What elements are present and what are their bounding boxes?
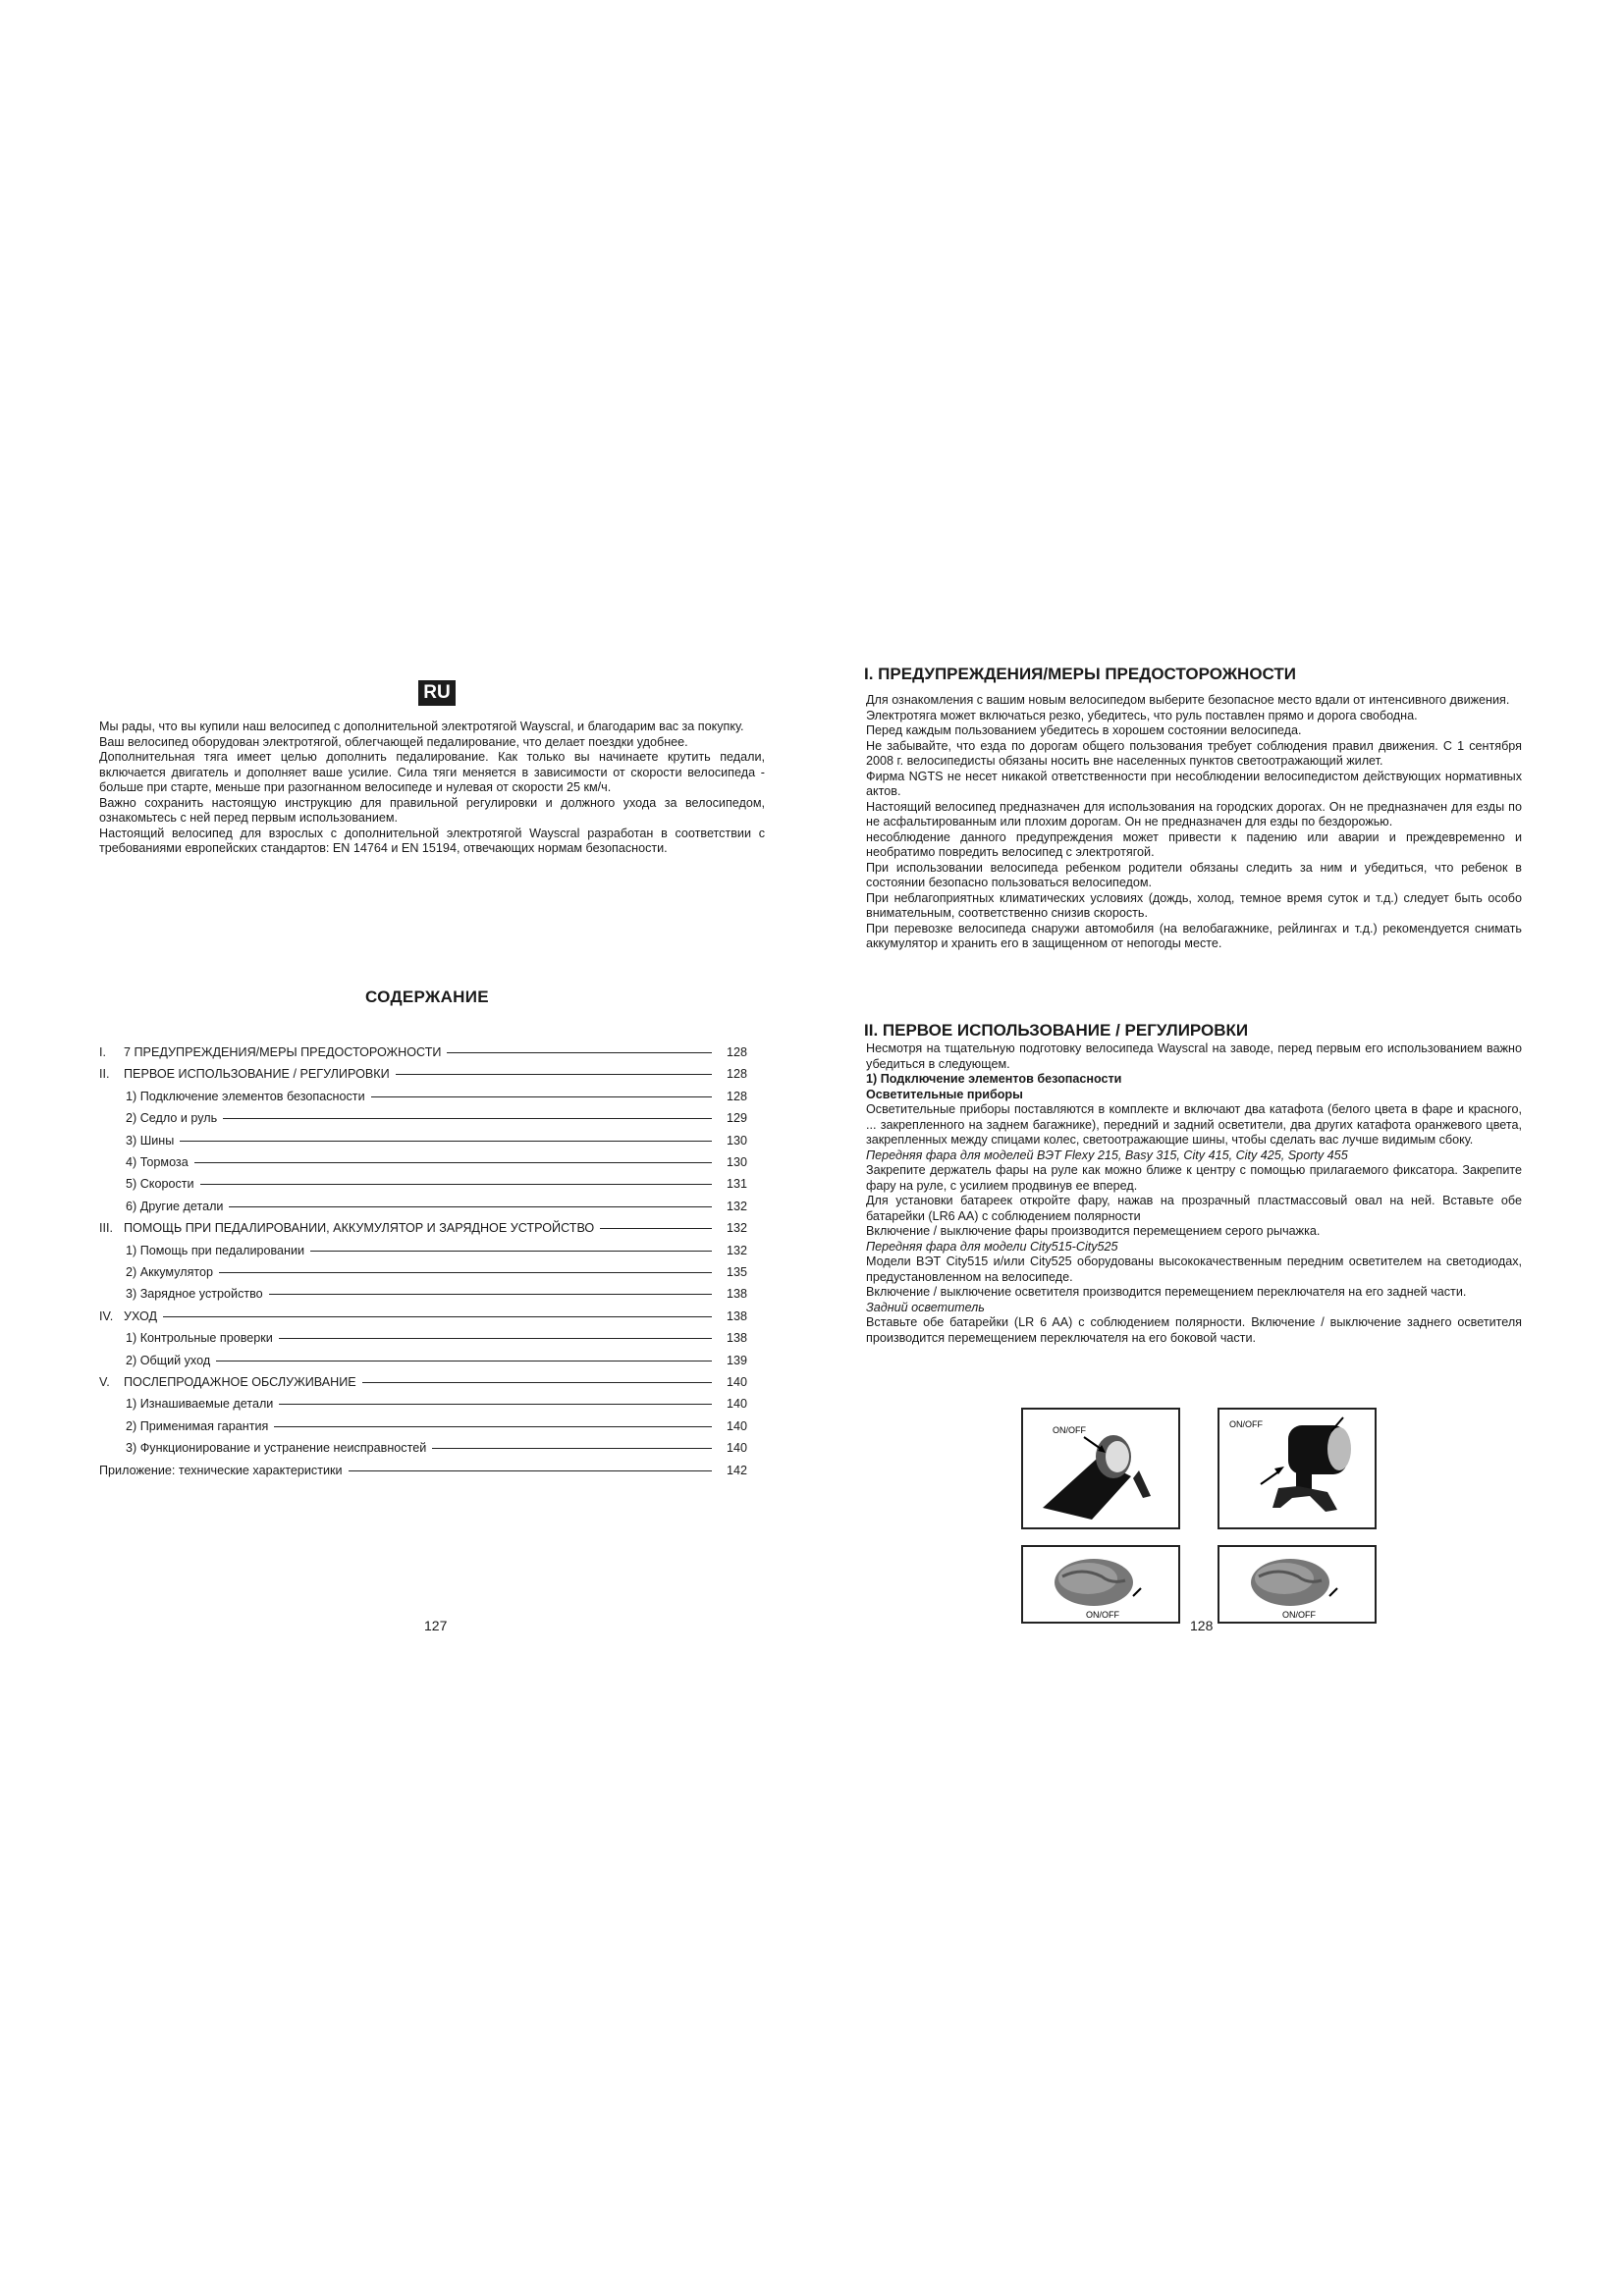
toc-leader-line bbox=[279, 1338, 712, 1339]
toc-entry-title: 3) Шины bbox=[126, 1133, 175, 1148]
toc-entry-title: 5) Скорости bbox=[126, 1177, 194, 1192]
city-light-text: Модели ВЭТ City515 и/или City525 оборудованы высококачественным передним осветителем на светодиодах, предустановленном на велосипеде. bbox=[866, 1255, 1522, 1284]
section1-paragraph: Перед каждым пользованием убедитесь в хорошем состоянии велосипеда. bbox=[866, 723, 1302, 737]
section2-title: II. ПЕРВОЕ ИСПОЛЬЗОВАНИЕ / РЕГУЛИРОВКИ bbox=[864, 1021, 1249, 1040]
toc-entry-page: 130 bbox=[726, 1155, 747, 1169]
lighting-heading: Осветительные приборы bbox=[866, 1087, 1023, 1101]
toc-entry bbox=[99, 1199, 747, 1214]
intro-paragraph: Настоящий велосипед для взрослых с дополнительной электротягой Wayscral разработан в соответствии с требованиями европейских стандартов: EN 14764 и EN 15194, отвечающих нормам безопасности. bbox=[99, 826, 765, 855]
toc-entry-page: 138 bbox=[726, 1308, 747, 1323]
section1-paragraph: Для ознакомления с вашим новым велосипедом выберите безопасное место вдали от интенсивного движения. bbox=[866, 693, 1510, 707]
on-off-label: ON/OFF bbox=[1053, 1425, 1086, 1435]
rear-light-photo-2 bbox=[1218, 1545, 1377, 1624]
toc-entry-page: 138 bbox=[726, 1287, 747, 1302]
toc-entry-number: IV. bbox=[99, 1308, 114, 1323]
toc-leader-line bbox=[600, 1228, 712, 1229]
front-light-text: Включение / выключение фары производится перемещением серого рычажка. bbox=[866, 1224, 1321, 1238]
toc-entry-page: 132 bbox=[726, 1199, 747, 1213]
toc-entry-title: 6) Другие детали bbox=[126, 1199, 224, 1213]
intro-text bbox=[99, 720, 765, 857]
toc-leader-line bbox=[223, 1118, 712, 1119]
toc-entry-title: ПЕРВОЕ ИСПОЛЬЗОВАНИЕ / РЕГУЛИРОВКИ bbox=[124, 1067, 390, 1082]
table-of-contents bbox=[99, 1044, 747, 1476]
toc-entry bbox=[99, 1396, 747, 1412]
toc-leader-line bbox=[269, 1294, 712, 1295]
toc-leader-line bbox=[216, 1361, 712, 1362]
section1-paragraph: несоблюдение данного предупреждения может привести к падению или аварии и преждевременно и необратимо повредить велосипед с электротягой. bbox=[866, 829, 1522, 859]
rear-light-text: Вставьте обе батарейки (LR 6 AA) с соблюдением полярности. Включение / выключение заднего осветителя производится перемещением переключателя на его боковой части. bbox=[866, 1315, 1522, 1345]
toc-entry bbox=[99, 1176, 747, 1192]
toc-entry-title: УХОД bbox=[124, 1308, 158, 1323]
toc-entry-page: 140 bbox=[726, 1418, 747, 1433]
toc-entry-page: 128 bbox=[726, 1045, 747, 1059]
toc-entry-page: 132 bbox=[726, 1243, 747, 1257]
section1-paragraph: При использовании велосипеда ребенком родители обязаны следить за ним и убедиться, что ребенок в состоянии безопасно пользоваться велосипедом. bbox=[866, 860, 1522, 889]
toc-entry-title: ПОСЛЕПРОДАЖНОЕ ОБСЛУЖИВАНИЕ bbox=[124, 1375, 356, 1389]
toc-entry-page: 129 bbox=[726, 1111, 747, 1126]
toc-entry bbox=[99, 1353, 747, 1368]
toc-entry bbox=[99, 1286, 747, 1302]
section1-paragraph: Настоящий велосипед предназначен для использования на городских дорогах. Он не предназначен для езды по не асфальтированным или плохим дорогам. Он не предназначен для езды по бездорожью. bbox=[866, 799, 1522, 828]
toc-leader-line bbox=[371, 1096, 712, 1097]
toc-entry-title: 1) Подключение элементов безопасности bbox=[126, 1089, 365, 1103]
toc-leader-line bbox=[396, 1074, 712, 1075]
toc-entry-title: 2) Применимая гарантия bbox=[126, 1418, 269, 1433]
section2-intro: Несмотря на тщательную подготовку велосипеда Wayscral на заводе, перед первым его использованием важно убедиться в следующем. bbox=[866, 1041, 1522, 1071]
toc-entry-page: 140 bbox=[726, 1441, 747, 1456]
language-badge: RU bbox=[418, 680, 456, 706]
toc-leader-line bbox=[200, 1184, 712, 1185]
toc-entry bbox=[99, 1463, 747, 1478]
subsection-title: 1) Подключение элементов безопасности bbox=[866, 1072, 1122, 1086]
front-light-photo bbox=[1021, 1408, 1180, 1529]
section2-text bbox=[866, 1041, 1522, 1346]
toc-leader-line bbox=[163, 1316, 712, 1317]
rear-light-title: Задний осветитель bbox=[866, 1300, 985, 1314]
toc-entry-title: 7 ПРЕДУПРЕЖДЕНИЯ/МЕРЫ ПРЕДОСТОРОЖНОСТИ bbox=[124, 1045, 442, 1059]
toc-entry-page: 140 bbox=[726, 1375, 747, 1389]
toc-entry bbox=[99, 1220, 747, 1236]
toc-entry bbox=[99, 1044, 747, 1060]
toc-entry-page: 128 bbox=[726, 1067, 747, 1082]
toc-leader-line bbox=[219, 1272, 712, 1273]
intro-paragraph: Важно сохранить настоящую инструкцию для правильной регулировки и должного ухода за велосипедом, ознакомьтесь с ней перед первым использованием. bbox=[99, 795, 765, 825]
toc-entry-title: 1) Помощь при педалировании bbox=[126, 1243, 305, 1257]
on-off-label: ON/OFF bbox=[1282, 1610, 1316, 1620]
toc-entry-page: 128 bbox=[726, 1089, 747, 1103]
toc-entry-title: ПОМОЩЬ ПРИ ПЕДАЛИРОВАНИИ, АККУМУЛЯТОР И ЗАРЯДНОЕ УСТРОЙСТВО bbox=[124, 1221, 595, 1236]
city-light-title: Передняя фара для модели City515-City525 bbox=[866, 1239, 1118, 1254]
toc-leader-line bbox=[349, 1470, 712, 1471]
toc-entry-title: 2) Общий уход bbox=[126, 1353, 211, 1367]
toc-entry-title: Приложение: технические характеристики bbox=[99, 1463, 343, 1477]
toc-entry-page: 131 bbox=[726, 1177, 747, 1192]
toc-entry-title: 3) Зарядное устройство bbox=[126, 1287, 263, 1302]
toc-leader-line bbox=[362, 1382, 712, 1383]
section1-text bbox=[866, 693, 1522, 952]
toc-entry-title: 2) Аккумулятор bbox=[126, 1265, 214, 1279]
intro-paragraph: Ваш велосипед оборудован электротягой, облегчающей педалирование, что делает поездки удобнее. bbox=[99, 734, 688, 749]
front-light-text: Для установки батареек откройте фару, нажав на прозрачный пластмассовый овал на ней. Вставьте обе батарейки (LR6 AA) с соблюдением полярности bbox=[866, 1194, 1522, 1223]
toc-title: СОДЕРЖАНИЕ bbox=[365, 988, 489, 1006]
section1-paragraph: Не забывайте, что езда по дорогам общего пользования требует соблюдения правил движения. С 1 сентября 2008 г. велосипедисты обязаны носить вне населенных пунктов светоотражающий жилет. bbox=[866, 738, 1522, 768]
toc-entry bbox=[99, 1133, 747, 1148]
toc-entry-title: 1) Контрольные проверки bbox=[126, 1331, 273, 1346]
toc-entry bbox=[99, 1418, 747, 1434]
toc-entry-page: 138 bbox=[726, 1331, 747, 1346]
toc-entry-number: V. bbox=[99, 1375, 110, 1389]
toc-leader-line bbox=[310, 1251, 712, 1252]
toc-entry-page: 135 bbox=[726, 1265, 747, 1279]
toc-entry-page: 142 bbox=[726, 1463, 747, 1477]
toc-entry-number: I. bbox=[99, 1045, 106, 1059]
page-number-left: 127 bbox=[424, 1618, 448, 1633]
on-off-label: ON/OFF bbox=[1229, 1419, 1263, 1429]
toc-entry bbox=[99, 1308, 747, 1324]
rear-light-photo-1 bbox=[1021, 1545, 1180, 1624]
section1-paragraph: Электротяга может включаться резко, убедитесь, что руль поставлен прямо и дорога свободна. bbox=[866, 708, 1418, 722]
toc-entry bbox=[99, 1089, 747, 1104]
toc-entry bbox=[99, 1110, 747, 1126]
toc-entry-number: II. bbox=[99, 1067, 110, 1082]
on-off-label: ON/OFF bbox=[1086, 1610, 1119, 1620]
toc-leader-line bbox=[432, 1448, 712, 1449]
section1-title: I. ПРЕДУПРЕЖДЕНИЯ/МЕРЫ ПРЕДОСТОРОЖНОСТИ bbox=[864, 665, 1297, 683]
toc-entry-title: 1) Изнашиваемые детали bbox=[126, 1397, 274, 1412]
toc-leader-line bbox=[447, 1052, 712, 1053]
toc-entry-page: 139 bbox=[726, 1353, 747, 1367]
toc-leader-line bbox=[229, 1206, 712, 1207]
toc-entry bbox=[99, 1374, 747, 1390]
toc-leader-line bbox=[194, 1162, 712, 1163]
toc-leader-line bbox=[274, 1426, 712, 1427]
toc-entry bbox=[99, 1154, 747, 1170]
lighting-text: Осветительные приборы поставляются в комплекте и включают два катафота (белого цвета в фаре и красного, ... закрепленного на заднем багажнике), передний и задний осветители, два других катафота оранжевого цвета, закрепленных между спицами колес, светоотражающие шины, чтобы сделать вас лучше видимым сбоку. bbox=[866, 1102, 1522, 1147]
section1-paragraph: При перевозке велосипеда снаружи автомобиля (на велобагажнике, рейлингах и т.д.) рекомендуется снимать аккумулятор и хранить его в защищенном от непогоды месте. bbox=[866, 921, 1522, 950]
city-light-photo bbox=[1218, 1408, 1377, 1529]
section1-paragraph: Фирма NGTS не несет никакой ответственности при несоблюдении велосипедистом действующих нормативных актов. bbox=[866, 769, 1522, 798]
toc-entry bbox=[99, 1330, 747, 1346]
toc-entry bbox=[99, 1066, 747, 1082]
toc-leader-line bbox=[180, 1141, 712, 1142]
front-light-title: Передняя фара для моделей ВЭТ Flexy 215, Basy 315, City 415, City 425, Sporty 455 bbox=[866, 1148, 1348, 1162]
intro-paragraph: Дополнительная тяга имеет целью дополнить педалирование. Как только вы начинаете крутить педали, включается двигатель и дополняет ваше усилие. Сила тяги меняется в зависимости от скорости велосипеда - больше при старте, меньше при разогнанном велосипеде и нулевая от скорости 25 км/ч. bbox=[99, 750, 765, 794]
front-light-text: Закрепите держатель фары на руле как можно ближе к центру с помощью прилагаемого фиксатора. Закрепите фару на руле, с усилием продвинув ее вперед. bbox=[866, 1163, 1522, 1193]
toc-entry bbox=[99, 1440, 747, 1456]
toc-entry-title: 2) Седло и руль bbox=[126, 1111, 218, 1126]
toc-entry-page: 140 bbox=[726, 1397, 747, 1412]
city-light-text: Включение / выключение осветителя производится перемещением переключателя на его задней части. bbox=[866, 1285, 1467, 1299]
section1-paragraph: При неблагоприятных климатических условиях (дождь, холод, темное время суток и т.д.) следует быть особо внимательным, соответственно снизив скорость. bbox=[866, 890, 1522, 920]
toc-entry-number: III. bbox=[99, 1221, 113, 1236]
toc-entry-page: 130 bbox=[726, 1133, 747, 1148]
toc-entry-title: 3) Функционирование и устранение неисправностей bbox=[126, 1441, 427, 1456]
page-number-right: 128 bbox=[1190, 1618, 1214, 1633]
toc-entry-page: 132 bbox=[726, 1221, 747, 1236]
toc-entry-title: 4) Тормоза bbox=[126, 1155, 189, 1169]
toc-entry bbox=[99, 1264, 747, 1280]
toc-entry bbox=[99, 1243, 747, 1258]
toc-leader-line bbox=[279, 1404, 712, 1405]
intro-paragraph: Мы рады, что вы купили наш велосипед с дополнительной электротягой Wayscral, и благодарим вас за покупку. bbox=[99, 720, 744, 733]
